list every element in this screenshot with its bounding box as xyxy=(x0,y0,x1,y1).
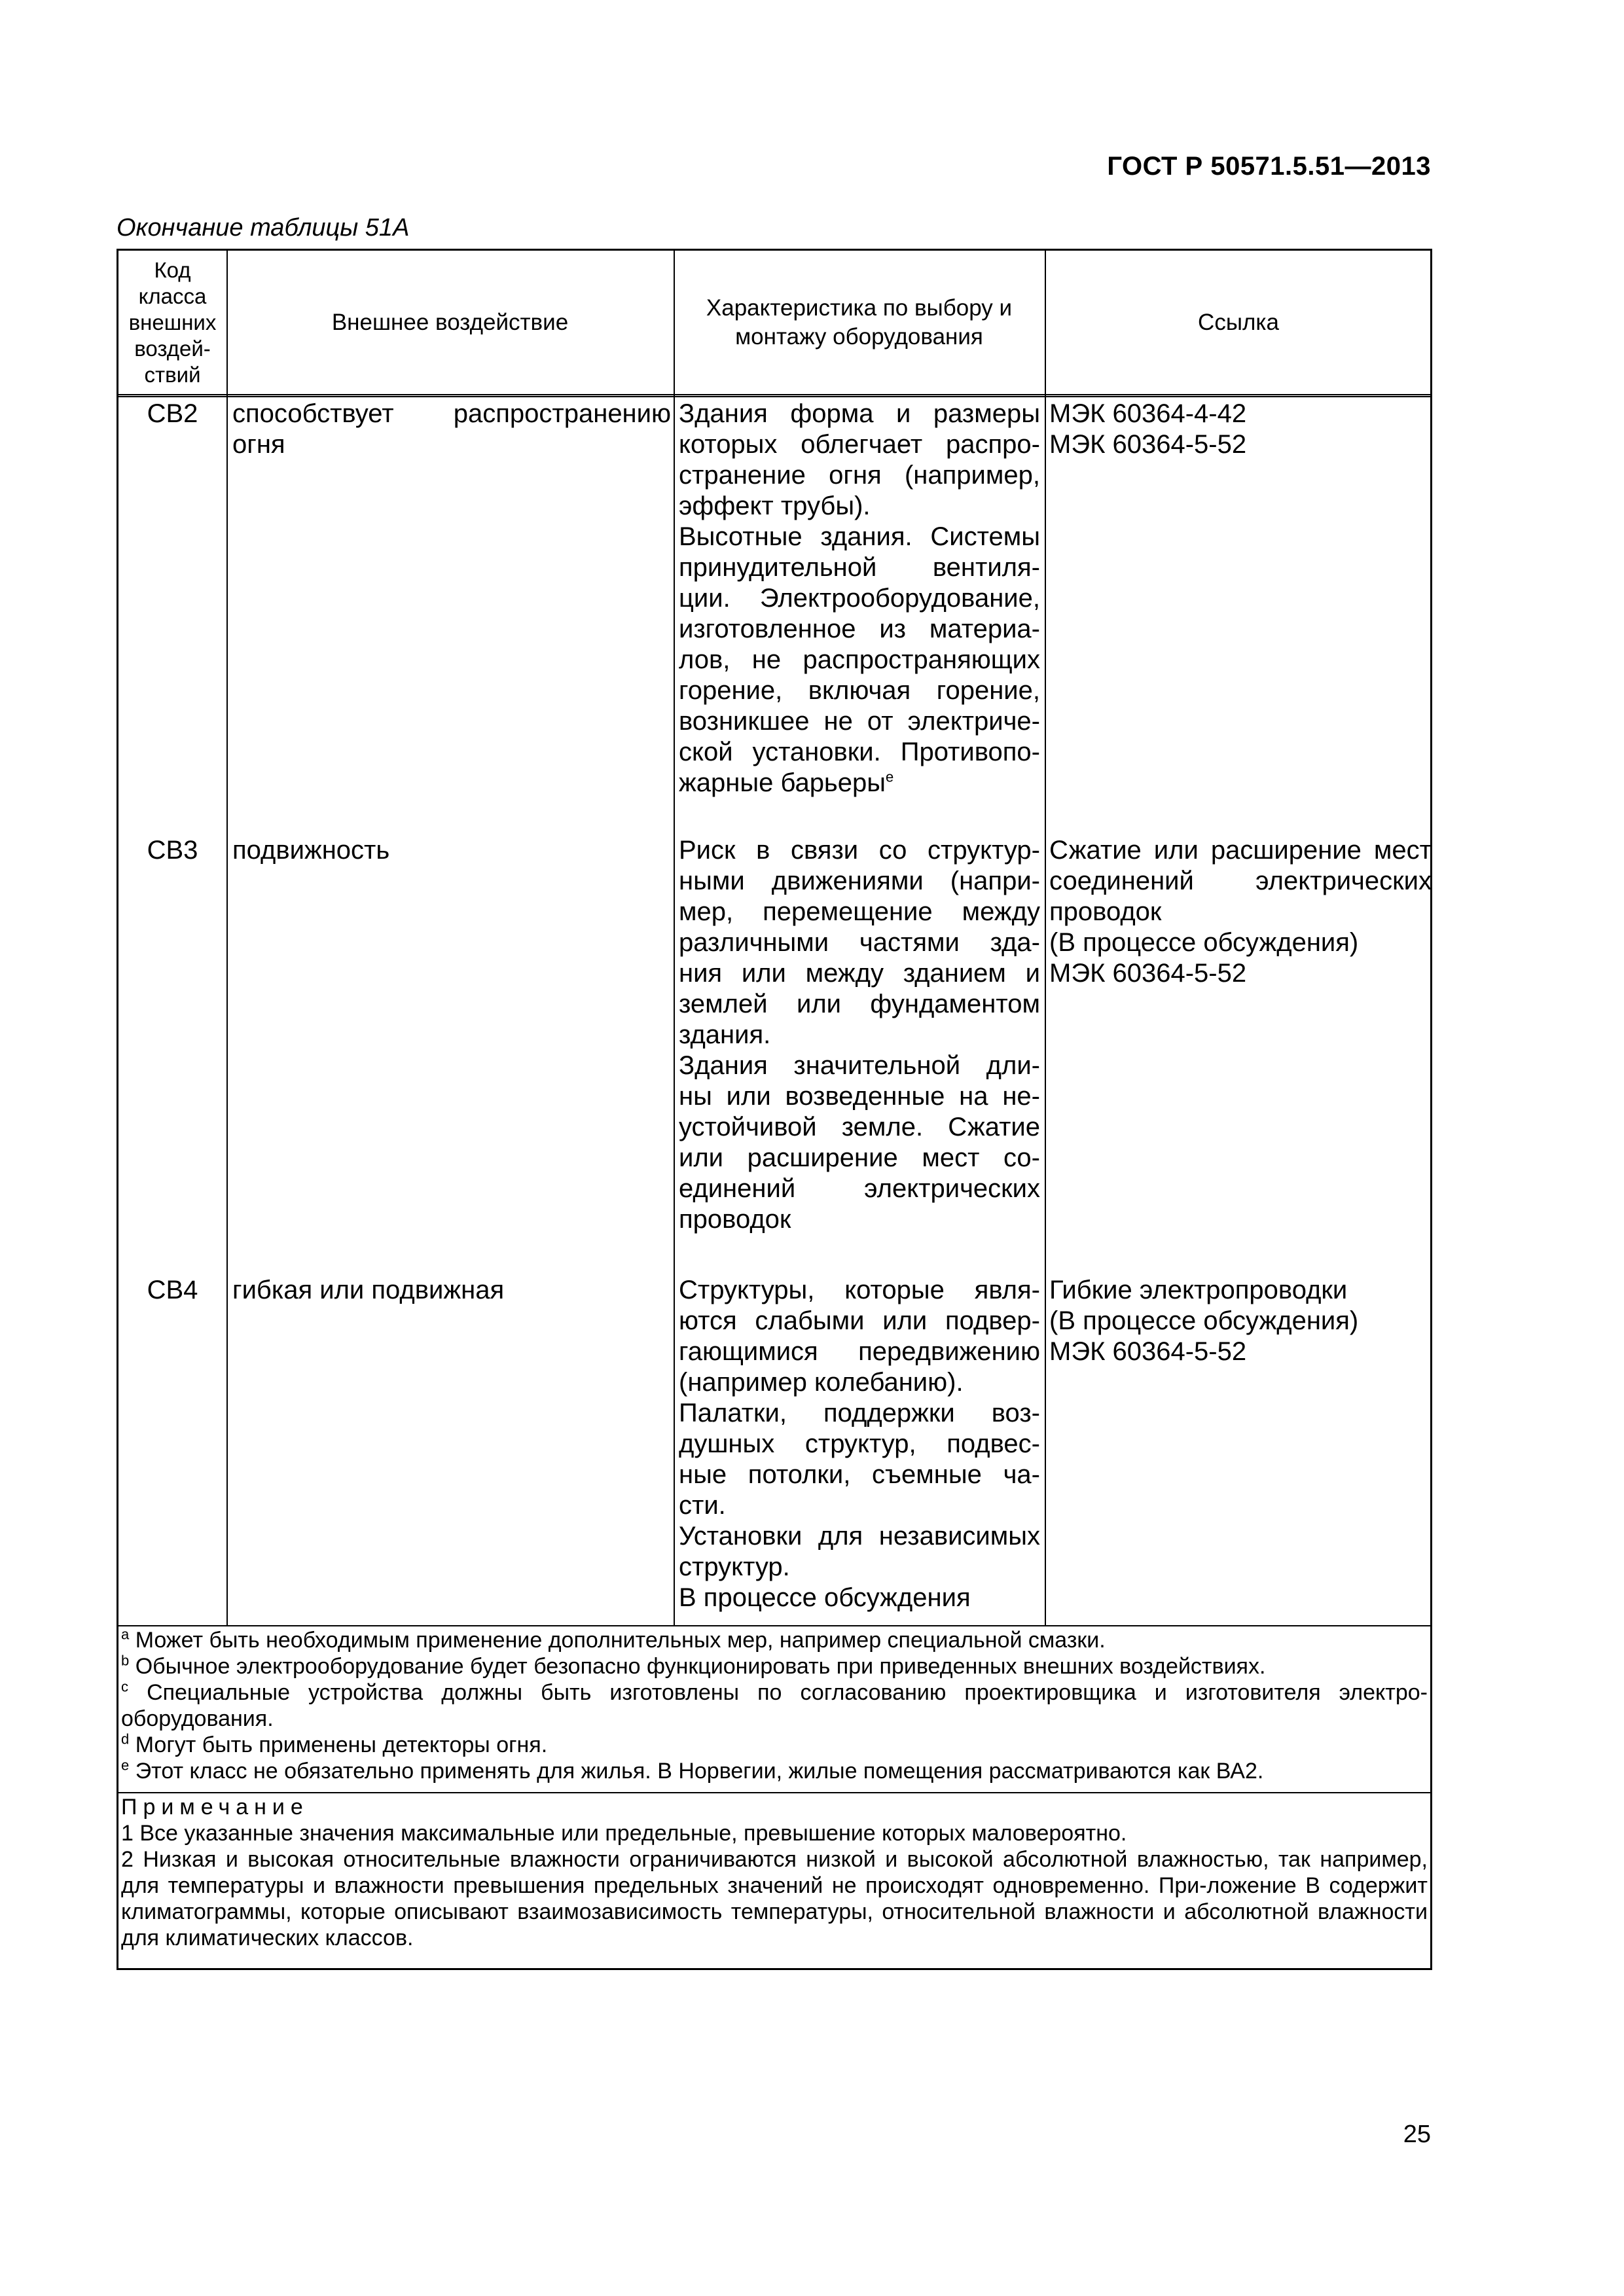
note-divider xyxy=(118,1792,1430,1793)
class-code: СВ2 xyxy=(147,399,198,428)
column-header-influence: Внешнее воздействие xyxy=(331,310,569,335)
characteristics-text: Структуры, которые явля- ются слабыми или подвер- гающимися передвижению (например колебанию). Палатки, поддержки воз- душных структур, подвес- ные потолки, съемные ча- сти. Установки для независимых структур. В процессе обсуждения xyxy=(679,1276,1040,1612)
note xyxy=(121,1794,1428,1951)
column-divider xyxy=(1045,251,1046,1625)
column-header-reference: Ссылка xyxy=(1198,310,1279,335)
note-item-2: 2 Низкая и высокая относительные влажности ограничиваются низкой и высокой абсолютной влажностью, так например, для температуры и влажности превышения предельных значений не происходят одновременно. При-ложение В содержит климатограммы, которые описывают взаимозависимость температуры, относительной влажности и абсолютной влажности для климатических классов. xyxy=(121,1847,1428,1950)
class-code: СВ4 xyxy=(147,1276,198,1304)
footnote-b: $^b$ Обычное электрооборудование будет безопасно функционировать при приведенных внешних воздействиях. xyxy=(121,1652,1266,1679)
note-item-1: 1 Все указанные значения максимальные или предельные, превышение которых маловероятно. xyxy=(121,1821,1127,1846)
reference-text: Сжатие или расширение мест соединений электрических проводок (В процессе обсуждения) МЭК 60364-5-52 xyxy=(1049,836,1432,988)
footnote-e: $^e$ Этот класс не обязательно применять для жилья. В Норвегии, жилые помещения рассматриваются как ВА2. xyxy=(121,1757,1264,1784)
header-divider xyxy=(118,394,1430,399)
table xyxy=(117,249,1432,1970)
influence-text: гибкая или подвижная xyxy=(232,1276,505,1304)
influence-text: способствует распространению огня xyxy=(232,399,671,459)
column-header-code: Код класса внешних воздей-ствий xyxy=(128,258,217,387)
note-title: Примечание xyxy=(121,1795,309,1820)
table-caption: Окончание таблицы 51А xyxy=(117,214,410,242)
footnotes-divider xyxy=(118,1625,1430,1626)
characteristics-text: Здания форма и размеры которых облегчает распро- странение огня (например, эффект трубы). Высотные здания. Системы принудительной вентиля- ции. Электрооборудование, изготовленное из материа- лов, не распространяющих горение, включая горение, возникшее не от электриче- ской установки. Противопо- жарные барьеры$^e$ xyxy=(679,399,1040,797)
influence-text: подвижность xyxy=(232,836,390,865)
footnotes xyxy=(121,1627,1428,1784)
footnote-a: $^a$ Может быть необходимым применение дополнительных мер, например специальной смазки. xyxy=(121,1626,1106,1653)
footnote-d: $^d$ Могут быть применены детекторы огня. xyxy=(121,1731,548,1757)
column-divider xyxy=(226,251,228,1625)
characteristics-text: Риск в связи со структур- ными движениями (напри- мер, перемещение между различными частями зда- ния или между зданием и землей или фундаментом здания. Здания значительной дли- ны или возведенные на не- устойчивой земле. Сжатие или расширение мест со- единений электрических проводок xyxy=(679,836,1040,1234)
page-number: 25 xyxy=(1403,2121,1431,2148)
reference-text: Гибкие электропроводки (В процессе обсуждения) МЭК 60364-5-52 xyxy=(1049,1276,1359,1366)
reference-text: МЭК 60364-4-42 МЭК 60364-5-52 xyxy=(1049,399,1247,459)
footnote-c: $^c$ Специальные устройства должны быть изготовлены по согласованию проектировщика и изготовителя электро-оборудования. xyxy=(121,1678,1428,1731)
footnote-ref: e xyxy=(886,768,894,785)
document-code: ГОСТ Р 50571.5.51—2013 xyxy=(1107,152,1431,181)
class-code: СВ3 xyxy=(147,836,198,865)
column-divider xyxy=(674,251,675,1625)
column-header-characteristics: Характеристика по выбору и монтажу оборудования xyxy=(706,295,1013,350)
